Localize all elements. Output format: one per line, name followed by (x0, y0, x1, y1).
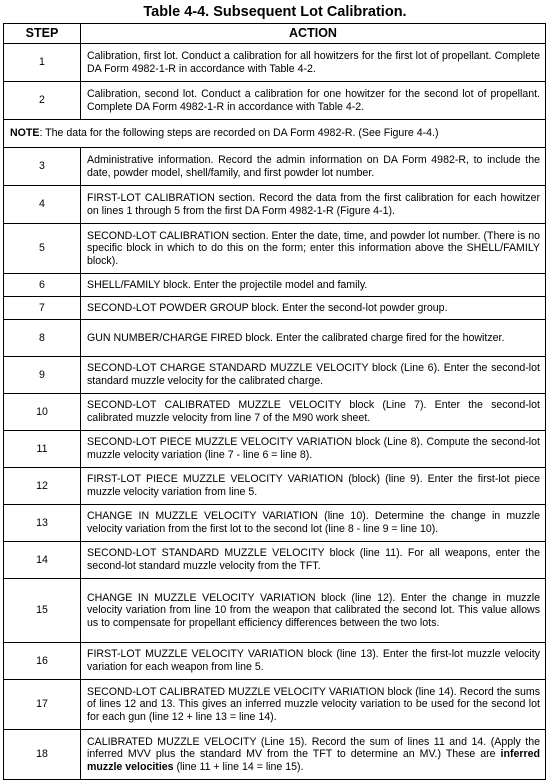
note (4, 120, 546, 148)
step-action: SECOND-LOT CALIBRATED MUZZLE VELOCITY block (Line 7). Enter the second-lot calibrated muzzle velocity from line 7 of the M90 work sheet. (81, 394, 546, 431)
step-number: 7 (4, 297, 81, 320)
step-number: 11 (4, 431, 81, 468)
step-number: 5 (4, 224, 81, 274)
table-row (4, 297, 546, 320)
step-action: Calibration, first lot. Conduct a calibration for all howitzers for the first lot of propellant. Complete DA Form 4982-1-R in accordance with Table 4-2. (81, 44, 546, 82)
table-row (4, 148, 546, 186)
step-action-text: CALIBRATED MUZZLE VELOCITY (Line 15). Record the sum of lines 11 and 14. (Apply the inferred MVV plus the standard MV from the TFT to determine an MV.) These are (87, 735, 540, 761)
action-header: ACTION (81, 24, 546, 44)
step-action: SECOND-LOT POWDER GROUP block. Enter the second-lot powder group. (81, 297, 546, 320)
step-number: 18 (4, 730, 81, 780)
step-action-tail: (line 11 + line 14 = line 15). (173, 760, 304, 773)
table-row (4, 542, 546, 579)
step-number: 13 (4, 505, 81, 542)
step-action: SECOND-LOT STANDARD MUZZLE VELOCITY block (line 11). For all weapons, enter the second-lot standard muzzle velocity from the TFT. (81, 542, 546, 579)
table-row (4, 579, 546, 643)
step-number: 16 (4, 643, 81, 680)
step-action: Administrative information. Record the admin information on DA Form 4982-R, to include the date, powder model, shell/family, and first powder lot number. (81, 148, 546, 186)
step-number: 10 (4, 394, 81, 431)
table-row (4, 643, 546, 680)
step-number: 2 (4, 82, 81, 120)
table-row (4, 224, 546, 274)
table-row (4, 186, 546, 224)
step-action: SECOND-LOT CHARGE STANDARD MUZZLE VELOCITY block (Line 6). Enter the second-lot standard muzzle velocity for the calibrated charge. (81, 357, 546, 394)
step-header: STEP (4, 24, 81, 44)
step-action: FIRST-LOT CALIBRATION section. Record the data from the first calibration for each howitzer on lines 1 through 5 from the first DA Form 4982-1-R (Figure 4-1). (81, 186, 546, 224)
step-number: 9 (4, 357, 81, 394)
step-action: CHANGE IN MUZZLE VELOCITY VARIATION (line 10). Determine the change in muzzle velocity variation from the first lot to the second lot (line 8 - line 9 = line 10). (81, 505, 546, 542)
table-row (4, 357, 546, 394)
table-row (4, 82, 546, 120)
step-number: 1 (4, 44, 81, 82)
table-row (4, 468, 546, 505)
step-action: SECOND-LOT CALIBRATION section. Enter the date, time, and powder lot number. (There is no specific block in which to do this on the form; enter this information above the SHELL/FAMILY block). (81, 224, 546, 274)
step-action: CHANGE IN MUZZLE VELOCITY VARIATION block (line 12). Enter the change in muzzle velocity variation from line 10 from the weapon that calibrated the second lot. This value allows us to compensate for propellant efficiency differences between the two lots. (81, 579, 546, 643)
table-row (4, 320, 546, 357)
calibration-table (3, 23, 546, 780)
table-row (4, 680, 546, 730)
table-row (4, 505, 546, 542)
step-action: FIRST-LOT PIECE MUZZLE VELOCITY VARIATION (block) (line 9). Enter the first-lot piece muzzle velocity variation from line 5. (81, 468, 546, 505)
note-row (4, 120, 546, 148)
step-number: 3 (4, 148, 81, 186)
step-action (81, 730, 546, 780)
step-action: SECOND-LOT CALIBRATED MUZZLE VELOCITY VARIATION block (line 14). Record the sums of lines 12 and 13. This gives an inferred muzzle velocity variation to be used for the second lot for each gun (line 12 + line 13 = line 14). (81, 680, 546, 730)
step-number: 6 (4, 274, 81, 297)
step-number: 17 (4, 680, 81, 730)
table-row (4, 274, 546, 297)
step-number: 4 (4, 186, 81, 224)
note-text: : The data for the following steps are recorded on DA Form 4982-R. (See Figure 4-4.) (39, 127, 439, 140)
table-row (4, 394, 546, 431)
step-number: 15 (4, 579, 81, 643)
note-label: NOTE (10, 127, 40, 140)
table-title: Table 4-4. Subsequent Lot Calibration. (143, 4, 407, 20)
step-number: 14 (4, 542, 81, 579)
step-number: 8 (4, 320, 81, 357)
table-row (4, 431, 546, 468)
header-row (4, 24, 546, 44)
step-action: Calibration, second lot. Conduct a calibration for one howitzer for the second lot of propellant. Complete DA Form 4982-1-R in accordance with Table 4-2. (81, 82, 546, 120)
step-action: FIRST-LOT MUZZLE VELOCITY VARIATION block (line 13). Enter the first-lot muzzle velocity variation for each weapon from line 5. (81, 643, 546, 680)
step-action: GUN NUMBER/CHARGE FIRED block. Enter the calibrated charge fired for the howitzer. (81, 320, 546, 357)
table-row (4, 730, 546, 780)
step-action: SECOND-LOT PIECE MUZZLE VELOCITY VARIATION block (Line 8). Compute the second-lot muzzle velocity variation (line 7 - line 6 = line 8). (81, 431, 546, 468)
emphasis-text: inferred muzzle velocities (87, 748, 540, 773)
step-number: 12 (4, 468, 81, 505)
step-action: SHELL/FAMILY block. Enter the projectile model and family. (81, 274, 546, 297)
table-row (4, 44, 546, 82)
